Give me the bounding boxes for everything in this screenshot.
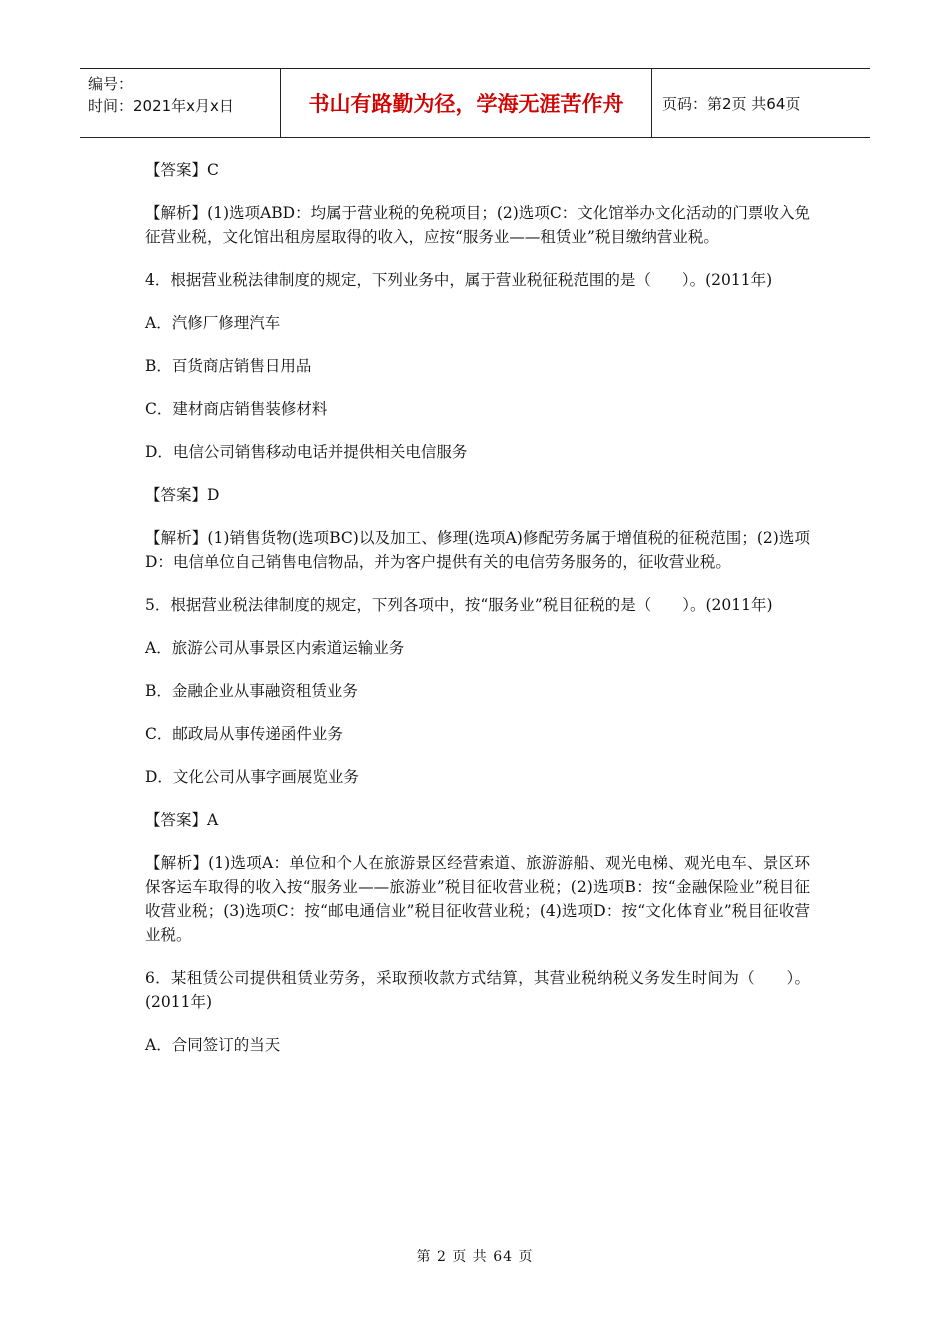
analysis-4: 【解析】(1)销售货物(选项BC)以及加工、修理(选项A)修配劳务属于增值税的征税范围；(2)选项D：电信单位自己销售电信物品，并为客户提供有关的电信劳务服务的，征收营业税。 [145, 529, 810, 571]
question-4: 4．根据营业税法律制度的规定，下列业务中，属于营业税征税范围的是（ ）。(2011年) [145, 271, 773, 289]
question-4-option-d: D．电信公司销售移动电话并提供相关电信服务 [145, 443, 468, 461]
question-4-option-a: A．汽修厂修理汽车 [145, 314, 281, 332]
page-header [80, 68, 870, 138]
question-5: 5．根据营业税法律制度的规定，下列各项中，按“服务业”税目征税的是（ ）。(2011年) [145, 596, 773, 614]
question-6-option-a: A．合同签订的当天 [145, 1036, 281, 1054]
answer-4: 【答案】D [145, 486, 220, 504]
question-5-option-a: A．旅游公司从事景区内索道运输业务 [145, 639, 405, 657]
answer-5: 【答案】A [145, 811, 219, 829]
header-page-info: 页码：第2页 共64页 [662, 94, 801, 113]
analysis-3: 【解析】(1)选项ABD：均属于营业税的免税项目；(2)选项C：文化馆举办文化活动的门票收入免征营业税，文化馆出租房屋取得的收入，应按“服务业——租赁业”税目缴纳营业税。 [145, 204, 810, 246]
question-5-option-c: C．邮政局从事传递函件业务 [145, 725, 343, 743]
question-6: 6．某租赁公司提供租赁业劳务，采取预收款方式结算，其营业税纳税义务发生时间为（ ）。(2011年) [145, 969, 810, 1011]
document-number-label: 编号： [88, 75, 134, 93]
question-4-option-c: C．建材商店销售装修材料 [145, 400, 328, 418]
question-5-option-b: B．金融企业从事融资租赁业务 [145, 682, 358, 700]
header-motto: 书山有路勤为径，学海无涯苦作舟 [280, 69, 652, 137]
question-5-option-d: D．文化公司从事字画展览业务 [145, 768, 359, 786]
answer-3: 【答案】C [145, 161, 219, 179]
document-body [145, 158, 810, 1076]
page-footer: 第 2 页 共 64 页 [416, 1249, 534, 1265]
question-4-option-b: B．百货商店销售日用品 [145, 357, 312, 375]
document-date: 时间：2021年x月x日 [88, 97, 234, 115]
analysis-5: 【解析】(1)选项A：单位和个人在旅游景区经营索道、旅游游船、观光电梯、观光电车、景区环保客运车取得的收入按“服务业——旅游业”税目征收营业税；(2)选项B：按“金融保险业”税目征收营业税；(3)选项C：按“邮电通信业”税目征收营业税；(4)选项D：按“文化体育业”税目征收营业税。 [145, 854, 810, 944]
header-meta [80, 69, 280, 137]
